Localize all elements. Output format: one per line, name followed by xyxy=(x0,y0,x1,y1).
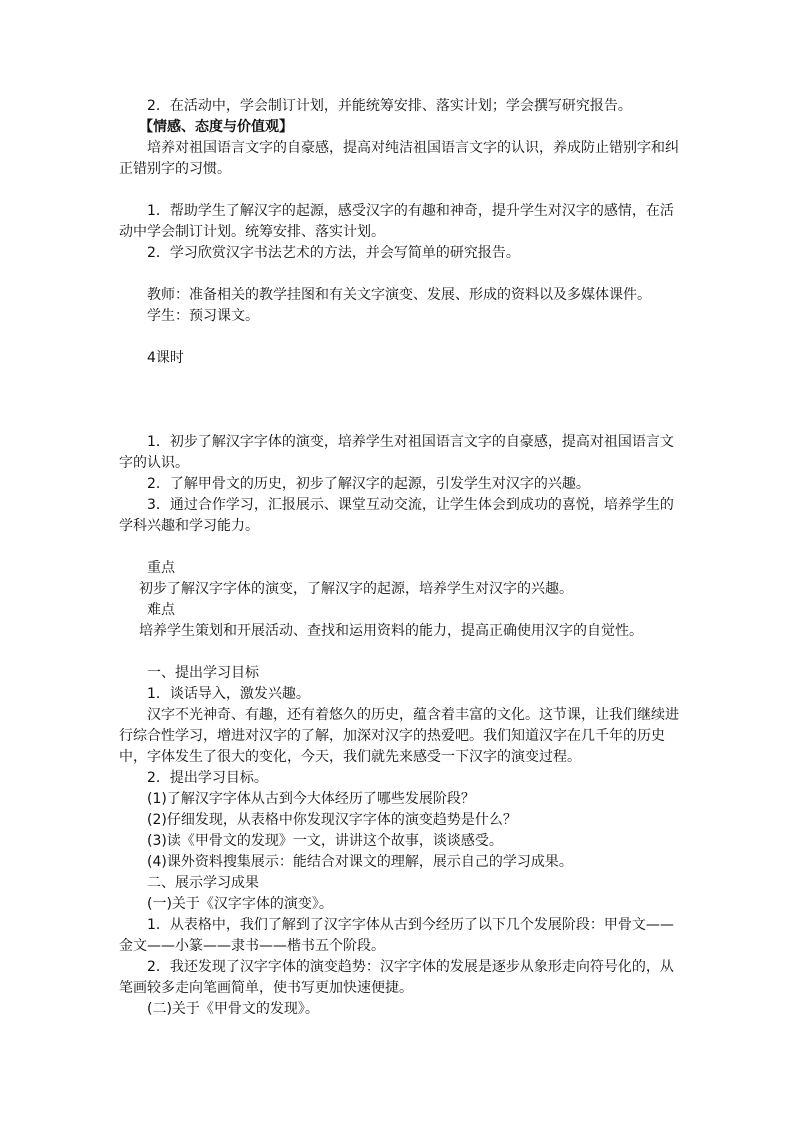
spacer xyxy=(119,264,679,285)
spacer xyxy=(119,327,679,348)
student-prep: 学生：预习课文。 xyxy=(147,308,259,324)
objective-line-2: 2．在活动中，学会制订计划，并能统筹安排、落实计划；学会撰写研究报告。 xyxy=(147,98,632,114)
spacer xyxy=(119,642,679,663)
spacer xyxy=(119,180,679,201)
step-2-sub-1: (一)关于《汉字字体的演变》。 xyxy=(147,896,333,912)
section-heading-emotion: 【情感、态度与价值观】 xyxy=(139,119,293,135)
focus-point-2: 2．学习欣赏汉字书法艺术的方法，并会写简单的研究报告。 xyxy=(147,245,520,261)
difficult-point-label: 难点 xyxy=(147,602,175,618)
lesson-goal-3: 3．通过合作学习，汇报展示、课堂互动交流，让学生体会到成功的喜悦，培养学生的学科兴趣和学习能力。 xyxy=(119,497,674,534)
result-2: 2．我还发现了汉字字体的演变趋势：汉字字体的发展是逐步从象形走向符号化的，从笔画较多走向笔画简单，使书写更加快速便捷。 xyxy=(119,959,674,996)
lesson-goal-1: 1．初步了解汉字字体的演变，培养学生对祖国语言文字的自豪感，提高对祖国语言文字的认识。 xyxy=(119,434,674,471)
step-2-sub-2: (二)关于《甲骨文的发现》。 xyxy=(147,1001,319,1017)
step-1-heading: 一、提出学习目标 xyxy=(147,665,259,681)
difficult-point-text: 培养学生策划和开展活动、查找和运用资料的能力，提高正确使用汉字的自觉性。 xyxy=(139,623,643,639)
goal-item-1: (1)了解汉字字体从古到今大体经历了哪些发展阶段？ xyxy=(147,791,475,807)
key-point-label: 重点 xyxy=(147,560,175,576)
focus-point-1: 1．帮助学生了解汉字的起源，感受汉字的有趣和神奇，提升学生对汉字的感情，在活动中学会制订计划。统筹安排、落实计划。 xyxy=(119,203,674,240)
lesson-goal-2: 2．了解甲骨文的历史，初步了解汉字的起源，引发学生对汉字的兴趣。 xyxy=(147,476,590,492)
goal-item-3: (3)读《甲骨文的发现》一文，讲讲这个故事，谈谈感受。 xyxy=(147,833,503,849)
goal-item-2: (2)仔细发现，从表格中你发现汉字字体的演变趋势是什么？ xyxy=(147,812,517,828)
goal-item-4: (4)课外资料搜集展示：能结合对课文的理解，展示自己的学习成果。 xyxy=(147,854,573,870)
result-1: 1．从表格中，我们了解到了汉字字体从古到今经历了以下几个发展阶段：甲骨文——金文——小篆——隶书——楷书五个阶段。 xyxy=(119,917,674,954)
step-1-sub-1: 1．谈话导入，激发兴趣。 xyxy=(147,686,310,702)
document-body xyxy=(119,96,679,1020)
step-1-sub-2: 2．提出学习目标。 xyxy=(147,770,268,786)
class-hours: 4课时 xyxy=(147,350,184,366)
intro-paragraph: 汉字不光神奇、有趣，还有着悠久的历史，蕴含着丰富的文化。这节课，让我们继续进行综合性学习，增进对汉字的了解，加深对汉字的热爱吧。我们知道汉字在几千年的历史中，字体发生了很大的变化，今天，我们就先来感受一下汉字的演变过程。 xyxy=(119,707,679,765)
teacher-prep: 教师：准备相关的教学挂图和有关文字演变、发展、形成的资料以及多媒体课件。 xyxy=(147,287,651,303)
key-point-text: 初步了解汉字字体的演变，了解汉字的起源，培养学生对汉字的兴趣。 xyxy=(139,581,573,597)
step-2-heading: 二、展示学习成果 xyxy=(147,875,259,891)
spacer xyxy=(119,369,679,432)
emotion-paragraph: 培养对祖国语言文字的自豪感，提高对纯洁祖国语言文字的认识，养成防止错别字和纠正错别字的习惯。 xyxy=(119,140,679,177)
spacer xyxy=(119,537,679,558)
